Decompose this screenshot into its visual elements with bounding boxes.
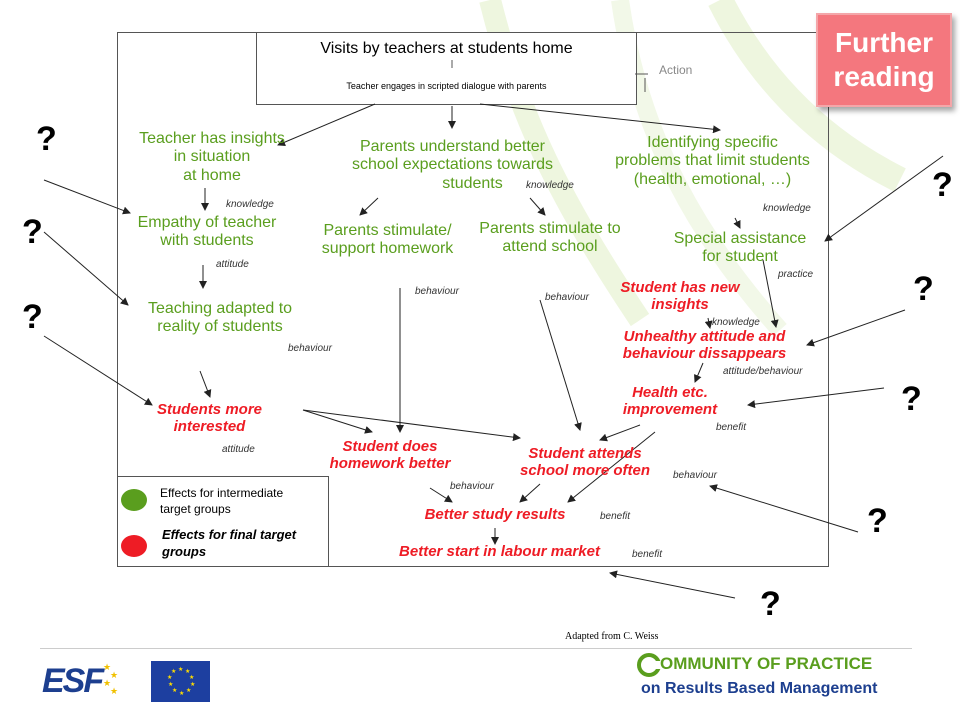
diagram-title: Visits by teachers at students home bbox=[320, 40, 573, 57]
node-empathy: Empathy of teacher with students bbox=[137, 214, 277, 250]
question-mark: ? bbox=[932, 166, 953, 204]
question-mark: ? bbox=[760, 585, 781, 623]
eu-flag-icon bbox=[151, 661, 210, 702]
svg-text:★: ★ bbox=[103, 678, 112, 688]
svg-text:★: ★ bbox=[189, 675, 195, 681]
tag-behaviour: behaviour bbox=[673, 470, 717, 481]
node-parents-stimulate-school: Parents stimulate to attend school bbox=[479, 220, 621, 256]
node-teacher-insights: Teacher has insights in situation at home bbox=[139, 130, 285, 184]
question-mark: ? bbox=[36, 120, 57, 158]
node-special-assistance: Special assistance for student bbox=[673, 230, 807, 266]
svg-text:★: ★ bbox=[179, 691, 185, 697]
tag-attitude-behaviour: attitude/behaviour bbox=[723, 366, 803, 377]
further-reading-line1: Further bbox=[835, 27, 933, 59]
node-students-interested: Students more interested bbox=[156, 401, 262, 436]
svg-text:★: ★ bbox=[185, 669, 191, 675]
tag-benefit: benefit bbox=[600, 511, 631, 522]
legend-intermediate-label: Effects for intermediate target groups bbox=[160, 486, 284, 516]
tag-behaviour: behaviour bbox=[450, 481, 494, 492]
tag-benefit: benefit bbox=[716, 422, 747, 433]
esf-stars-icon bbox=[100, 660, 122, 700]
node-student-attends: Student attends school more often bbox=[519, 445, 650, 480]
svg-text:★: ★ bbox=[178, 667, 184, 673]
legend-green-dot bbox=[121, 489, 147, 511]
svg-text:★: ★ bbox=[171, 669, 177, 675]
legend bbox=[117, 476, 329, 567]
tag-knowledge: knowledge bbox=[712, 317, 760, 328]
node-labour-market: Better start in labour market bbox=[399, 543, 600, 560]
node-identifying-problems: Identifying specific problems that limit students (health, emotional, …) bbox=[615, 134, 810, 188]
tag-attitude: attitude bbox=[222, 444, 255, 455]
node-teaching-adapted: Teaching adapted to reality of students bbox=[147, 300, 293, 336]
diagram-subtitle: Teacher engages in scripted dialogue with parents bbox=[346, 81, 547, 91]
node-parents-understand: Parents understand better school expectations towards students bbox=[352, 138, 553, 192]
legend-final-label: Effects for final target groups bbox=[162, 527, 297, 559]
footer-divider bbox=[40, 648, 912, 649]
svg-text:★: ★ bbox=[167, 675, 173, 681]
tag-knowledge: knowledge bbox=[763, 203, 811, 214]
node-student-new-insights: Student has new insights bbox=[620, 279, 740, 314]
node-unhealthy-attitude: Unhealthy attitude and behaviour dissappears bbox=[622, 328, 787, 363]
question-mark: ? bbox=[867, 502, 888, 540]
node-better-study-results: Better study results bbox=[424, 506, 566, 523]
legend-red-dot bbox=[121, 535, 147, 557]
tag-practice: practice bbox=[778, 269, 814, 280]
svg-text:★: ★ bbox=[172, 688, 178, 694]
svg-text:★: ★ bbox=[190, 682, 196, 688]
question-mark: ? bbox=[901, 380, 922, 418]
question-mark: ? bbox=[22, 213, 43, 251]
esf-logo: ESF ★ ★ ★ ★ bbox=[42, 660, 122, 704]
tag-knowledge: knowledge bbox=[226, 199, 274, 210]
node-homework-better: Student does homework better bbox=[329, 438, 451, 473]
svg-text:★: ★ bbox=[168, 682, 174, 688]
svg-text:★: ★ bbox=[110, 670, 119, 680]
node-health-improvement: Health etc. improvement bbox=[622, 384, 718, 419]
tag-benefit: benefit bbox=[632, 549, 663, 560]
tag-knowledge: knowledge bbox=[526, 180, 574, 191]
tag-behaviour: behaviour bbox=[545, 292, 589, 303]
svg-text:★: ★ bbox=[110, 686, 119, 696]
action-label: Action bbox=[659, 63, 693, 77]
question-mark: ? bbox=[22, 298, 43, 336]
community-of-practice-logo: OMMUNITY OF PRACTICE on Results Based Management bbox=[636, 650, 866, 706]
cop-c-icon bbox=[636, 652, 662, 678]
node-parents-stimulate-homework: Parents stimulate/ support homework bbox=[321, 222, 454, 258]
credit-text: Adapted from C. Weiss bbox=[565, 631, 659, 642]
svg-text:★: ★ bbox=[103, 662, 112, 672]
svg-text:★: ★ bbox=[186, 688, 192, 694]
tag-attitude: attitude bbox=[216, 259, 249, 270]
question-mark: ? bbox=[913, 270, 934, 308]
tag-behaviour: behaviour bbox=[415, 286, 459, 297]
further-reading-line2: reading bbox=[833, 61, 935, 92]
tag-behaviour: behaviour bbox=[288, 343, 332, 354]
